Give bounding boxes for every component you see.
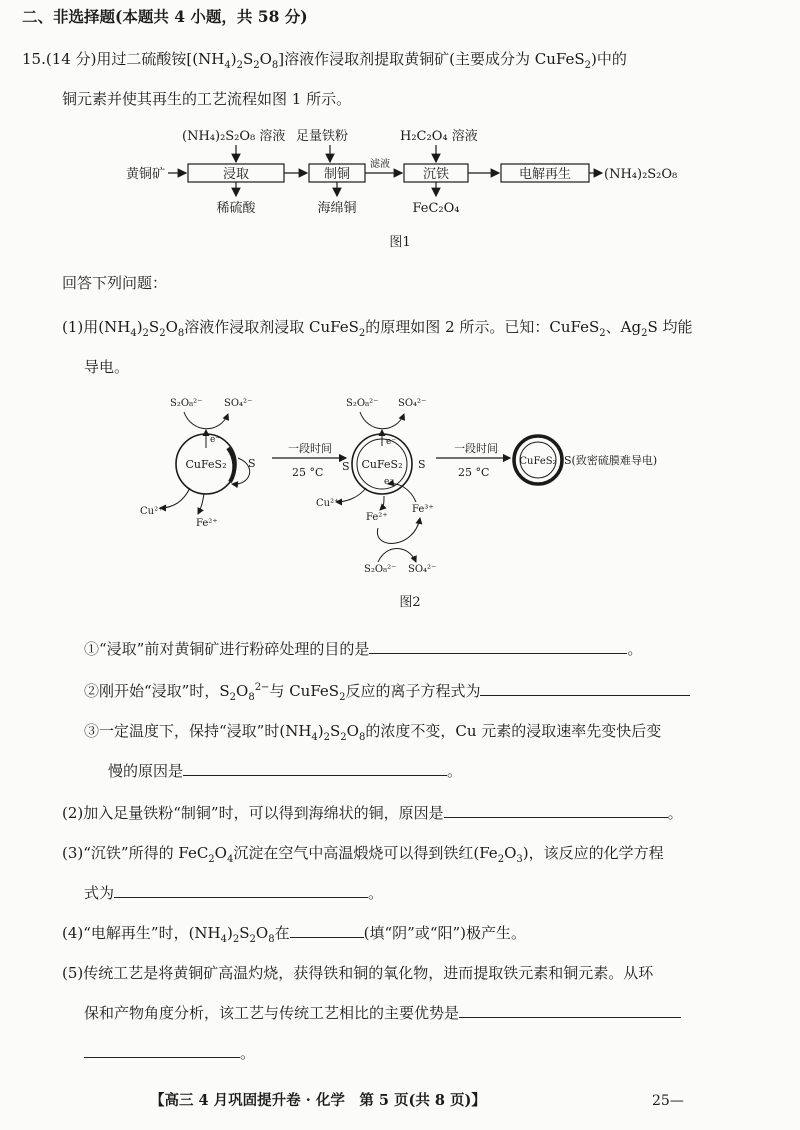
part1-intro-line2: 导电。 — [84, 358, 130, 376]
sub: 2 — [641, 328, 648, 339]
part1-q2 — [84, 680, 690, 702]
fig2-stage2-fe2-ion: Fe²⁺ — [366, 512, 388, 523]
fig2-stage2-s-right: S — [418, 458, 426, 471]
fig2-stage3-mineral: CuFeS₂ — [519, 456, 557, 467]
part3-line1 — [62, 842, 664, 864]
sub: 2 — [208, 854, 215, 865]
part3-line2 — [84, 882, 383, 904]
part1-q1-text: ①“浸取”前对黄铜矿进行粉碎处理的目的是 — [84, 640, 370, 658]
period: 。 — [447, 762, 463, 780]
part5-text: 保和产物角度分析，该工艺与传统工艺相比的主要优势是 — [84, 1004, 460, 1022]
sub: 4 — [224, 60, 231, 71]
part1-text: 的原理如图 2 所示。已知：CuFeS — [365, 318, 600, 336]
fig2-stage2-electron: e⁻ — [386, 437, 397, 447]
question-intro-line1 — [22, 48, 627, 70]
answer-blank-5b[interactable] — [84, 1042, 240, 1058]
fig2-stage1-mineral: CuFeS₂ — [185, 458, 227, 471]
part1-q2-text: ②刚开始“浸取”时，S — [84, 682, 230, 700]
fig2-step-arrow-1 — [272, 441, 346, 479]
fig2-stage2 — [316, 398, 436, 575]
fig2-stage2-fe3-ion: Fe³⁺ — [412, 504, 434, 515]
period: 。 — [240, 1044, 256, 1062]
part2 — [62, 802, 683, 824]
part1-q1 — [84, 638, 642, 660]
fig1-box-copper-label: 制铜 — [323, 167, 351, 182]
fig2-stage1-sulfur-layer — [228, 448, 234, 482]
part3-text: O — [504, 844, 517, 862]
fig1-input-label: 黄铜矿 — [126, 167, 166, 182]
section-title: 二、非选择题(本题共 4 小题，共 58 分) — [22, 7, 308, 26]
part5-line1: (5)传统工艺是将黄铜矿高温灼烧，获得铁和铜的氧化物，进而提取铁元素和铜元素。从环 — [62, 964, 654, 982]
footer-title: 【高三 4 月巩固提升卷 · 化学 第 5 页(共 8 页)】 — [150, 1092, 486, 1109]
sub: 2 — [142, 328, 149, 339]
sub: 8 — [248, 692, 255, 703]
fig2-stage1-fe-ion: Fe²⁺ — [196, 518, 218, 529]
fig2-step-arrow-2 — [436, 441, 510, 479]
fig2-stage2-electron-lower: e⁻ — [384, 477, 395, 487]
fig2-stage2-cu-arrow — [336, 488, 366, 502]
part1-q3-text: S — [330, 722, 341, 740]
period: 。 — [368, 884, 384, 902]
fig2-stage3 — [514, 436, 657, 484]
sub: 2 — [340, 732, 347, 743]
answer-blank-1-2[interactable] — [480, 680, 690, 696]
fig2-stage1-s: S — [248, 457, 256, 470]
fig1-box-electrolysis-label: 电解再生 — [518, 167, 572, 182]
fig2-stage1-cu-ion: Cu²⁺ — [140, 506, 164, 517]
fig2-stage1-sulfate: SO₄²⁻ — [224, 398, 253, 409]
part4 — [62, 922, 526, 944]
part4-text: O — [255, 924, 269, 942]
fig2-step2-label: 一段时间 — [454, 442, 498, 455]
fig1-box-leach-label: 浸取 — [222, 167, 250, 182]
sub: 2 — [229, 692, 236, 703]
part1-q2-text: 反应的离子方程式为 — [345, 682, 481, 700]
fig2-stage1-persulfate: S₂O₈²⁻ — [170, 398, 203, 409]
part4-text: ) — [227, 924, 233, 942]
fig2-stage2-lower-redox-arc — [378, 549, 416, 563]
part1-q2-text: O — [236, 682, 249, 700]
fig2-stage1 — [140, 398, 256, 529]
sub: 2 — [323, 732, 331, 743]
period: 。 — [667, 804, 683, 822]
fig2-stage1-cu-arrow — [160, 488, 190, 508]
fig2-stage1-fe-arrow — [198, 494, 204, 514]
fig2-stage2-cu-ion: Cu²⁺ — [316, 498, 340, 509]
fig2-stage2-mineral: CuFeS₂ — [361, 458, 403, 471]
sub: 8 — [358, 732, 366, 743]
fig1-reagent-oxalic-acid: H₂C₂O₄ 溶液 — [400, 129, 478, 144]
answer-blank-3[interactable] — [114, 882, 368, 898]
fig1-box-iron-precip-label: 沉铁 — [422, 167, 450, 182]
fig1-final-product: (NH₄)₂S₂O₈ — [604, 167, 678, 182]
answer-blank-5a[interactable] — [459, 1002, 681, 1018]
fig2-stage2-persulfate-lower: S₂O₈²⁻ — [364, 564, 397, 575]
sub: 2 — [584, 60, 592, 71]
intro-text: O — [259, 50, 272, 68]
part1-intro-line1 — [62, 316, 693, 338]
sub: 2 — [253, 60, 260, 71]
fig1-caption: 图1 — [389, 235, 411, 250]
part1-text: 溶液作浸取剂浸取 CuFeS — [184, 318, 359, 336]
part1-q3-text: 的浓度不变，Cu 元素的浸取速率先变快后变 — [365, 722, 662, 740]
part3-text: 式为 — [84, 884, 115, 902]
answer-blank-2[interactable] — [444, 802, 668, 818]
part1-q3-text: 慢的原因是 — [108, 762, 184, 780]
part1-text: 、Ag — [605, 318, 642, 336]
sub: 8 — [177, 328, 185, 339]
part4-text: (填“阴”或“阳”)极产生。 — [363, 924, 527, 942]
fig2-step1-temp: 25 °C — [292, 466, 324, 479]
fig2-stage2-fe2-arrow — [380, 496, 384, 510]
answer-blank-1-3[interactable] — [183, 760, 447, 776]
part3-text: )，该反应的化学方程 — [522, 844, 664, 862]
part1-q3-text: ) — [317, 722, 324, 740]
part1-text: ) — [136, 318, 143, 336]
footer-code: 25— — [652, 1093, 684, 1109]
answer-blank-4[interactable] — [290, 922, 364, 938]
sub: 8 — [268, 934, 275, 945]
sub: 2 — [358, 328, 366, 339]
part4-text: 在 — [274, 924, 290, 942]
fig1-reagent-persulfate: (NH₄)₂S₂O₈ 溶液 — [182, 129, 286, 144]
period: 。 — [627, 640, 643, 658]
sub: 2 — [339, 692, 346, 703]
sub: 3 — [516, 854, 523, 865]
sub: 4 — [220, 934, 228, 945]
part1-q3-text: O — [346, 722, 359, 740]
fig2-stage2-persulfate: S₂O₈²⁻ — [346, 398, 379, 409]
question-number: 15. — [22, 50, 46, 68]
intro-text: 用过二硫酸铵[(NH — [96, 50, 225, 68]
sub: 2 — [249, 934, 256, 945]
fig2-stage1-electron: e⁻ — [210, 435, 221, 445]
sub: 4 — [130, 328, 137, 339]
sub: 2 — [159, 328, 166, 339]
sub: 2 — [232, 934, 240, 945]
figure2-diagram — [140, 388, 710, 610]
part1-q3-line2 — [108, 760, 462, 782]
part2-text: (2)加入足量铁粉“制铜”时，可以得到海绵状的铜，原因是 — [62, 804, 444, 822]
sub: 8 — [271, 60, 279, 71]
fig2-stage2-s-left: S — [342, 460, 350, 473]
fig1-output-iron-oxalate: FeC₂O₄ — [412, 201, 460, 216]
answer-blank-1-1[interactable] — [369, 638, 627, 654]
part1-q2-text: 与 CuFeS — [269, 682, 340, 700]
fig2-stage3-note: S(致密硫膜难导电) — [564, 454, 658, 467]
sup: 2− — [254, 682, 270, 693]
intro-text: ) — [230, 50, 237, 68]
fig1-output-sponge-copper: 海绵铜 — [317, 201, 357, 216]
part3-text: 沉淀在空气中高温煅烧可以得到铁红(Fe — [233, 844, 498, 862]
fig2-stage2-sulfate: SO₄²⁻ — [398, 398, 427, 409]
intro-text: S — [242, 50, 254, 68]
fig1-output-acid: 稀硫酸 — [216, 201, 256, 216]
fig2-caption: 图2 — [399, 595, 421, 610]
sub: 2 — [497, 854, 505, 865]
fig1-reagent-iron-powder: 足量铁粉 — [296, 129, 349, 144]
part1-text: O — [165, 318, 178, 336]
intro-text: )中的 — [591, 50, 627, 68]
answer-prompt: 回答下列问题： — [62, 274, 168, 292]
part1-text: S — [148, 318, 160, 336]
question-intro-line2: 铜元素并使其再生的工艺流程如图 1 所示。 — [62, 90, 352, 108]
fig2-stage2-sulfate-lower: SO₄²⁻ — [408, 564, 437, 575]
part1-text: (1)用(NH — [62, 318, 131, 336]
fig2-step2-temp: 25 °C — [458, 466, 490, 479]
part4-text: S — [239, 924, 250, 942]
part1-q3-line1 — [84, 720, 661, 742]
part5-line3 — [84, 1042, 255, 1064]
fig2-stage2-redox-arc — [360, 412, 404, 429]
intro-text: ]溶液作浸取剂提取黄铜矿(主要成分为 CuFeS — [278, 50, 585, 68]
part3-text: O — [214, 844, 227, 862]
fig2-stage1-redox-arc — [184, 412, 228, 429]
question-points: (14 分) — [45, 50, 97, 68]
part1-q3-text: ③一定温度下，保持“浸取”时(NH — [84, 722, 312, 740]
sub: 2 — [236, 60, 243, 71]
sub: 2 — [599, 328, 606, 339]
part3-text: (3)“沉铁”所得的 FeC — [62, 844, 209, 862]
part4-text: (4)“电解再生”时，(NH — [62, 924, 221, 942]
sub: 4 — [226, 854, 234, 865]
fig2-step1-label: 一段时间 — [288, 442, 332, 455]
figure1-flowchart — [100, 122, 720, 250]
sub: 4 — [311, 732, 318, 743]
fig1-filtrate-label: 滤液 — [370, 159, 390, 170]
part1-text: S 均能 — [647, 318, 693, 336]
part5-line2 — [84, 1002, 681, 1024]
